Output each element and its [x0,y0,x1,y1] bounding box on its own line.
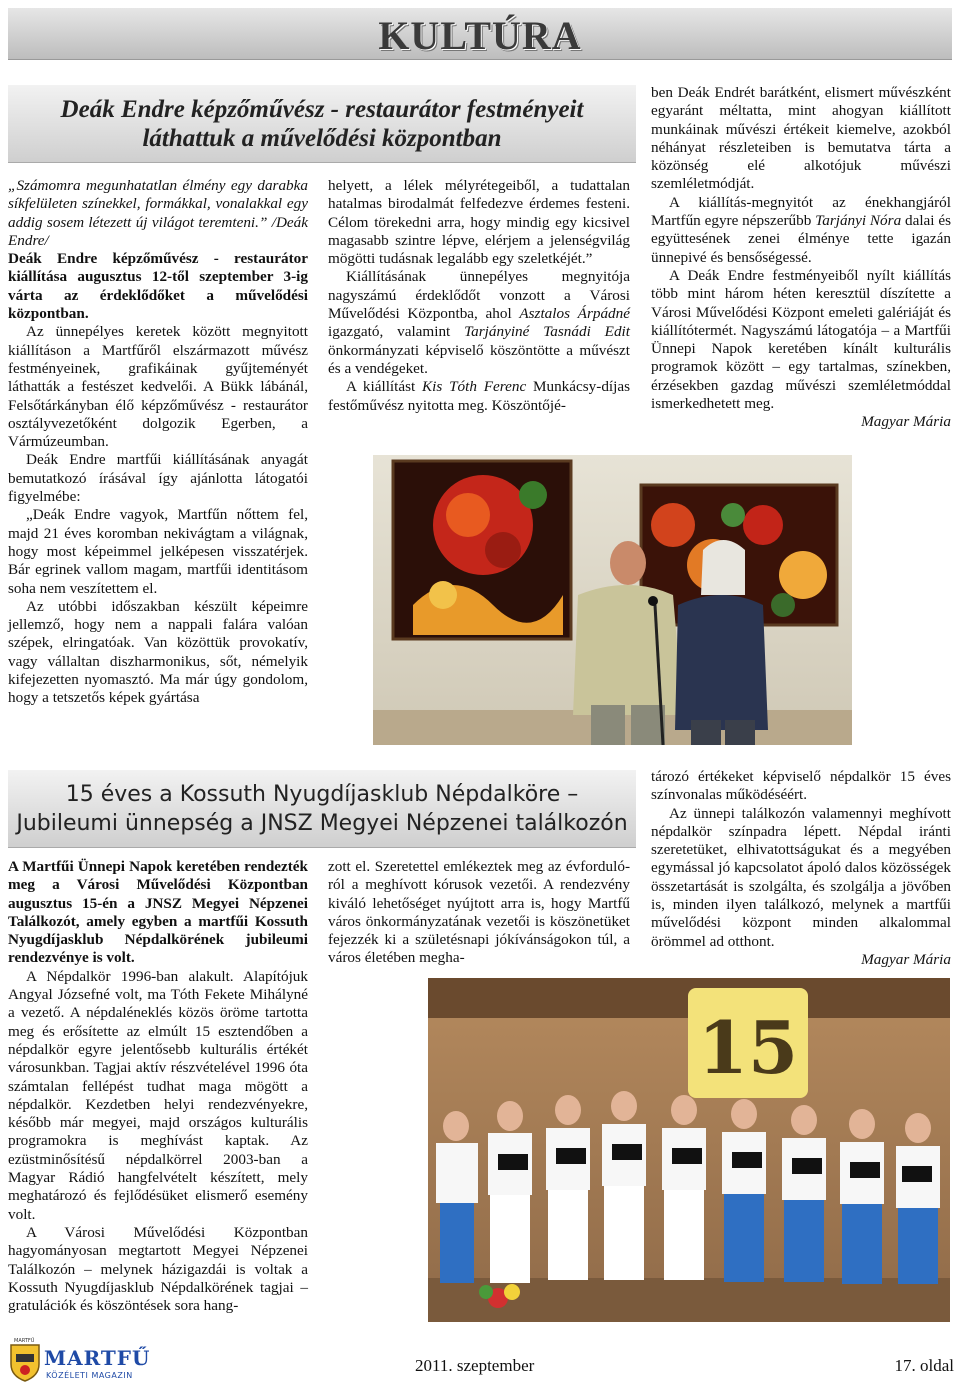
choir-performance-photo [428,978,950,1322]
choir-singers [436,1091,940,1284]
issue-date: 2011. szeptember [415,1356,535,1375]
section-banner [8,8,952,60]
magazine-logo [6,1338,151,1384]
logo-subtitle: KÖZÉLETI MAGAZIN [46,1371,133,1380]
body-paragraph: tározó értékeket képviselő népdalkör 15 éves színvonalas működéséért. [651,768,951,804]
article2-column-3 [651,768,951,969]
article1-headline-line1: Deák Endre képzőművész - restaurátor festményeit [60,96,584,123]
coat-of-arms-icon [8,1342,42,1382]
article1-headline-line2: láthattuk a művelődési központban [142,125,502,152]
text-run: A kiállítást [346,378,423,396]
body-paragraph: A Deák Endre festményeiből nyílt kiállítás több mint három héten keresztül díszítette a Városi Művelődési Központ emeleti galériáját és kiállítótermét. Nagyszámú látogatója – a Martfűi Ünnepi Napok keretében kínált kulturális programok között – egy tartalmas, színekben, érzésekben gazdag művészi szemléletmóddal ismerkedhetett meg. [651,266,951,413]
exhibition-photo-illustration [373,455,852,745]
author-signature: Magyar Mária [861,413,951,431]
body-paragraph: ben Deák Endrét barátként, elismert művészként egyaránt méltatta, mint ahogyan kiállított munkáinak művészi értékeit kiemelve, azokból néhányat részleteiben is bemutatva tárta a közönség elé alkotójuk művészi szemléletmódját. [651,84,951,193]
body-paragraph: „Deák Endre vagyok, Martfűn nőttem fel, majd 21 éves koromban nekivágtam a világnak, hogy most képeimmel jelképesen visszatérjek. Bár egrinek vallom magam, martfűi identitásom soha nem veszítettem el. [8,506,308,597]
body-paragraph: zott el. Szeretettel emlékeztek meg az évfordulóról a meghívott kórusok vezetői. A rendezvény kiváló lehetőséget nyújtott arra is, hogy Martfű város önkormányzatának vezetői is köszönetüket fejezzék ki a születésnapi jókívánságokon túl, a város életében megha- [328,858,630,967]
text-run: A kiállítás-megnyitót az énekhangjáról Martfűn egyre népszerűbb [651,193,951,230]
lead-paragraph: Deák Endre képzőművész - restaurátor kiállítása augusztus 12-től szeptember 3-ig várta az érdeklődőket a művelődési központban. [8,250,308,323]
exhibition-opening-photo [373,455,852,745]
section-title: KULTÚRA [378,13,582,58]
body-paragraph: Deák Endre martfűi kiállításának anyagát bemutatkozó írásával így ajánlotta látogatói figyelmébe: [8,451,308,506]
body-paragraph [651,194,951,267]
article2-headline-line1: 15 éves a Kossuth Nyugdíjasklub Népdalköre – [65,782,579,807]
article1-column-2 [328,177,630,415]
text-run: dalai és együttesének zenei élménye tette igazán ünnepivé és bensőségessé. [651,212,952,266]
article1-headline-box [8,85,636,163]
person-name: Tarjányi Nóra [815,212,902,230]
person-name: Tarjányiné Tasnádi Edit [464,323,630,341]
article2-headline [8,770,636,838]
text-run: Munkácsy-díjas festőművész nyitotta meg. Köszöntőjé- [328,378,630,414]
article2-column-1 [8,858,308,1315]
quote-intro: „Számomra megunhatatlan élmény egy darabka síkfelületen színekkel, formákkal, vonalakkal egy addig sosem létezett új világot teremteni.” /Deák Endre/ [8,177,308,249]
logo-title: MARTFŰ [44,1346,151,1370]
article2-column-2 [328,858,630,968]
person-name: Asztalos Árpádné [519,305,630,323]
body-paragraph: A Városi Művelődési Központban hagyományosan megtartott Megyei Népzenei Találkozón – melynek házigazdái is voltak a Kossuth Nyugdíjasklub Népdalkörének tagjai – gratulációk és köszöntések sora hang- [8,1223,308,1315]
body-paragraph [328,268,630,378]
body-paragraph: Az ünnepélyes keretek között megnyitott kiállításon a Martfűről elszármazott művész festményeinek, grafikáinak gyűjteményét láthatták a festészet kedvelői. A Bükk lábánál, Felsőtárkányban élő képzőművész - restaurátor osztályvezetőként dolgozik Egerben, a Vármúzeumban. [8,323,308,451]
text-run: igazgató, valamint [328,323,465,341]
anniversary-number-sign: 15 [697,1005,799,1090]
choir-photo-illustration [428,978,950,1322]
article1-column-3 [651,84,951,432]
body-paragraph [328,378,630,415]
body-paragraph: helyett, a lélek mélyrétegeiből, a tudattalan hatalmas birodalmát felfedezve érdemes festeni. Célom törekedni arra, hogy mindig egy kicsivel magasabb szintre lépve, elérjem a jelenségvilág mögötti tudásnak legalább egy szeletkéjét.” [328,177,630,268]
body-paragraph: Az ünnepi találkozón valamennyi meghívott népdalkör színpadra lépett. Népdal iránti szeretetüket, elhivatottságukat és a megyében egymással jó kapcsolatot ápoló dalos közösségek összetartását is szolgálta, és szolgálja a jövőben is, minden ilyen találkozó, melynek a martfűi művelődési központ minden alkalommal örömmel ad otthont. [651,804,951,950]
body-paragraph: A Népdalkör 1996-ban alakult. Alapítójuk Angyal Józsefné volt, ma Tóth Fekete Mihályné a vezető. A népdaléneklés közös öröme tartotta meg és erősítette az elmúlt 15 esztendőben a népdalkör egyre jelentősebb kulturális értékét városunkban. Tagjai aktív részvételével 1996 óta számtalan fellépést tudhat maga mögött a népdalkör. Kezdetben helyi rendezvényekre, később már megyei, majd országos kulturális programokra is meghívást kaptak. Az ezüstminősítésű népdalkörrel 2003-ban a Magyar Rádió hangfelvételt készített, mely meghatározó és fejlődésüket elismerő esemény volt. [8,967,308,1223]
article2-headline-line2: Jubileumi ünnepség a JNSZ Megyei Népzenei találkozón [16,811,628,836]
page-number: 17. oldal [894,1356,954,1375]
lead-paragraph: A Martfűi Ünnepi Napok keretében rendezték meg a Városi Művelődési Központban augusztus 15-én a JNSZ Megyei Népzenei Találkozót, amely egyben a martfűi Kossuth Nyugdíjasklub Népdalkörének jubileumi rendezvénye is volt. [8,858,308,967]
text-run: Kiállításának ünnepélyes megnyitója nagyszámú érdeklődőt vonzott a Városi Művelődési Központba, ahol [328,268,630,323]
text-run: önkormányzati képviselő köszöntötte a művészt és a vendégeket. [328,341,630,377]
author-signature: Magyar Mária [861,950,951,968]
logo-top-text: MARTFŰ [14,1338,35,1344]
article1-headline [8,85,636,153]
body-paragraph: Az utóbbi időszakban készült képeimre jellemző, hogy nem a nappali falára valóan szépek, elringatóak. Van közöttük provokatív, vagy vállaltan diszharmonikus, sőt, némelyik kifejezetten nyomasztó. Ma már úgy gondolom, hogy a tetszetős képek gyártása [8,597,308,707]
article1-column-1 [8,177,308,708]
page-footer [0,1338,960,1389]
article2-headline-box [8,770,636,848]
person-name: Kis Tóth Ferenc [422,378,527,396]
